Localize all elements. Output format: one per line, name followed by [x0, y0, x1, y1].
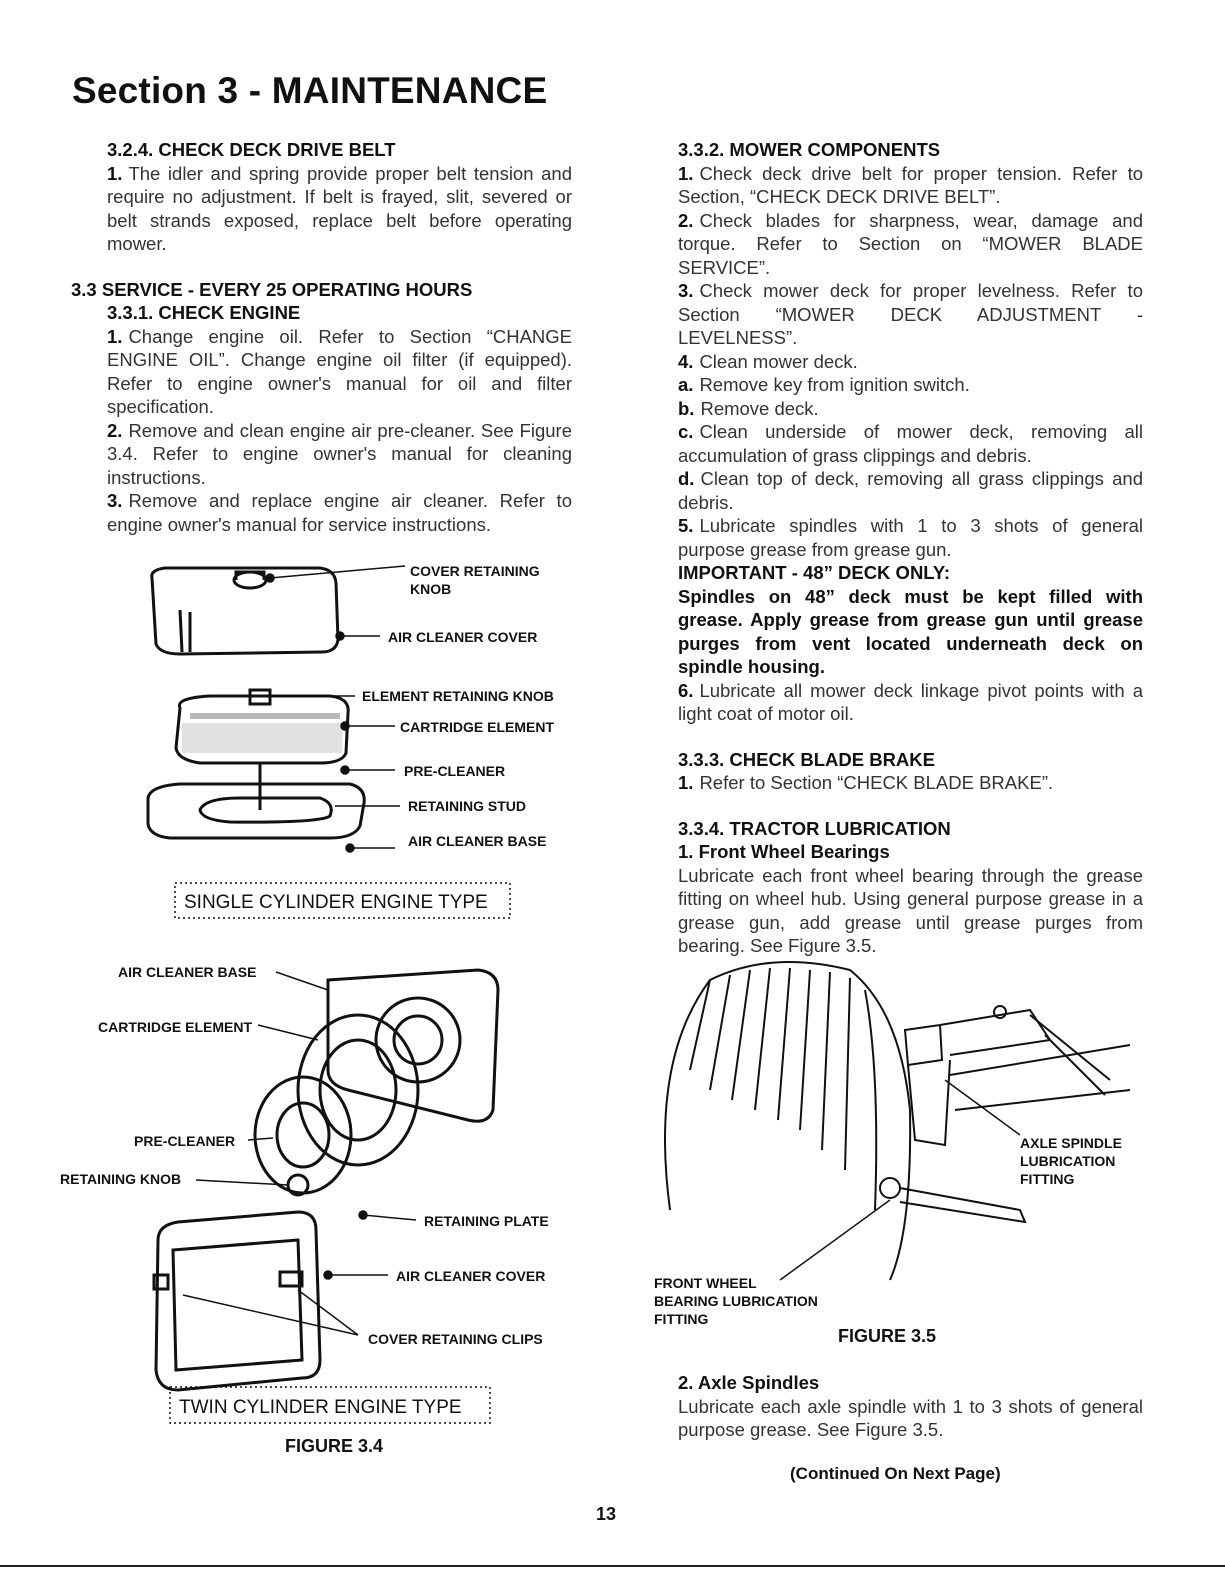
list-item: [678, 350, 1143, 374]
paragraph: [107, 489, 572, 536]
twin-cylinder-air-cleaner-illustration: [58, 950, 588, 1430]
single-cylinder-air-cleaner-illustration: [110, 548, 590, 933]
list-item: [678, 420, 1143, 467]
paragraph: [678, 771, 1143, 795]
label-front-wheel: FRONT WHEEL: [654, 1275, 757, 1291]
label-pre-cleaner: PRE-CLEANER: [134, 1133, 236, 1149]
label-air-cleaner-cover: AIR CLEANER COVER: [388, 629, 538, 645]
step-number: a.: [678, 374, 694, 395]
important-heading: IMPORTANT - 48” DECK ONLY:: [678, 562, 951, 583]
list-item-text: Check blades for sharpness, wear, damage and torque. Refer to Section on “MOWER BLADE SERVICE”.: [678, 209, 1143, 278]
step-number: 2.: [107, 419, 123, 441]
page-title: Section 3 - MAINTENANCE: [72, 70, 548, 111]
list-item: [678, 373, 1143, 397]
step-number: c.: [678, 421, 694, 442]
section-3-3-1-heading: 3.3.1. CHECK ENGINE: [107, 302, 301, 323]
paragraph-text: Change engine oil. Refer to Section “CHANGE ENGINE OIL”. Change engine oil filter (if equipped). Refer to engine owner's manual for oil and filter specification.: [107, 325, 572, 417]
paragraph: Lubricate each front wheel bearing through the grease fitting on wheel hub. Using general purpose grease in a grease gun, add grease until grease purges from bearing. See Figure 3.5.: [678, 864, 1143, 956]
subheading-axle-spindles: 2. Axle Spindles: [678, 1372, 820, 1393]
label-axle-spindle: AXLE SPINDLE: [1020, 1135, 1122, 1151]
figure-3-4-twin-cylinder: [58, 950, 588, 1430]
subheading-front-wheel-bearings: 1. Front Wheel Bearings: [678, 841, 890, 862]
step-number: 1.: [678, 772, 694, 793]
label-bearing-lubrication: BEARING LUBRICATION: [654, 1293, 818, 1309]
list-item: [678, 467, 1143, 514]
step-number: 5.: [678, 515, 694, 536]
step-number: b.: [678, 397, 695, 419]
step-number: 3.: [678, 280, 694, 301]
section-3-3-4-heading: 3.3.4. TRACTOR LUBRICATION: [678, 817, 951, 839]
paragraph: Lubricate each axle spindle with 1 to 3 shots of general purpose grease. See Figure 3.5.: [678, 1395, 1143, 1440]
step-number: 1.: [107, 325, 123, 347]
list-item-text: Clean underside of mower deck, removing all accumulation of grass clippings and debris.: [678, 421, 1143, 466]
label-cover-retaining: COVER RETAINING: [410, 563, 540, 579]
list-item-text: Clean mower deck.: [699, 350, 858, 372]
section-3-2-4-heading: 3.2.4. CHECK DECK DRIVE BELT: [107, 139, 396, 160]
list-item: [678, 514, 1143, 561]
figure-3-5: [650, 950, 1150, 1340]
list-item-text: Check deck drive belt for proper tension. Refer to Section, “CHECK DECK DRIVE BELT”.: [678, 162, 1143, 207]
right-column: [678, 138, 1143, 958]
paragraph-text: Refer to Section “CHECK BLADE BRAKE”.: [699, 772, 1054, 793]
label-cartridge-element: CARTRIDGE ELEMENT: [98, 1019, 252, 1035]
list-item: [678, 397, 1143, 421]
continued-note: (Continued On Next Page): [790, 1464, 1001, 1483]
list-item-text: Remove deck.: [700, 397, 819, 419]
front-wheel-axle-illustration: [650, 950, 1150, 1340]
label-air-cleaner-base: AIR CLEANER BASE: [118, 964, 257, 980]
axle-spindles-section: [678, 1371, 1143, 1442]
important-note: Spindles on 48” deck must be kept filled with grease. Apply grease from grease gun until grease purges from vent located underneath deck on spindle housing.: [678, 585, 1143, 677]
label-fitting: FITTING: [654, 1311, 709, 1327]
list-item-text: Lubricate spindles with 1 to 3 shots of general purpose grease from grease gun.: [678, 515, 1143, 560]
list-item-text: Check mower deck for proper levelness. Refer to Section “MOWER DECK ADJUSTMENT - LEVELNESS”.: [678, 280, 1143, 348]
single-cylinder-type-label: SINGLE CYLINDER ENGINE TYPE: [184, 892, 488, 913]
list-item: [678, 679, 1143, 726]
twin-cylinder-type-label: TWIN CYLINDER ENGINE TYPE: [179, 1397, 462, 1418]
paragraph-text: Remove and clean engine air pre-cleaner. See Figure 3.4. Refer to engine owner's manual for cleaning instructions.: [107, 419, 572, 488]
figure-3-5-caption: FIGURE 3.5: [838, 1326, 937, 1346]
list-item: [678, 162, 1143, 209]
label-retaining-stud: RETAINING STUD: [408, 798, 526, 814]
step-number: 6.: [678, 679, 694, 701]
page-number: 13: [596, 1504, 617, 1524]
paragraph: [107, 162, 572, 256]
list-item: [678, 209, 1143, 280]
figure-3-4-single-cylinder: [110, 548, 590, 933]
list-item-text: Lubricate all mower deck linkage pivot points with a light coat of motor oil.: [678, 679, 1143, 724]
label-element-retaining-knob: ELEMENT RETAINING KNOB: [362, 688, 554, 704]
paragraph: [107, 419, 572, 490]
label-retaining-knob: RETAINING KNOB: [60, 1171, 182, 1187]
paragraph-text: The idler and spring provide proper belt tension and require no adjustment. If belt is frayed, slit, severed or belt strands exposed, replace belt before operating mower.: [107, 162, 572, 254]
label-fitting: FITTING: [1020, 1171, 1075, 1187]
label-knob: KNOB: [410, 581, 452, 597]
label-air-cleaner-base: AIR CLEANER BASE: [408, 833, 547, 849]
step-number: 1.: [678, 162, 694, 184]
paragraph: [107, 325, 572, 419]
step-number: 3.: [107, 490, 123, 511]
step-number: 2.: [678, 209, 694, 231]
list-item-text: Remove key from ignition switch.: [699, 374, 970, 395]
footer-rule: [0, 1565, 1225, 1567]
section-3-3-2-heading: 3.3.2. MOWER COMPONENTS: [678, 139, 941, 160]
step-number: d.: [678, 468, 695, 489]
left-column: [71, 138, 572, 536]
section-3-3-3-heading: 3.3.3. CHECK BLADE BRAKE: [678, 748, 935, 770]
step-number: 4.: [678, 350, 694, 372]
label-lubrication: LUBRICATION: [1020, 1153, 1116, 1169]
label-retaining-plate: RETAINING PLATE: [424, 1213, 549, 1229]
label-cover-retaining-clips: COVER RETAINING CLIPS: [368, 1331, 543, 1347]
figure-3-4-caption: FIGURE 3.4: [285, 1436, 384, 1456]
paragraph-text: Remove and replace engine air cleaner. Refer to engine owner's manual for service instructions.: [107, 490, 572, 535]
label-pre-cleaner: PRE-CLEANER: [404, 763, 506, 779]
list-item: [678, 279, 1143, 350]
label-cartridge-element: CARTRIDGE ELEMENT: [400, 719, 554, 735]
list-item-text: Clean top of deck, removing all grass clippings and debris.: [678, 468, 1143, 513]
step-number: 1.: [107, 162, 123, 184]
label-air-cleaner-cover: AIR CLEANER COVER: [396, 1268, 546, 1284]
section-3-3-heading: 3.3 SERVICE - EVERY 25 OPERATING HOURS: [71, 278, 473, 300]
